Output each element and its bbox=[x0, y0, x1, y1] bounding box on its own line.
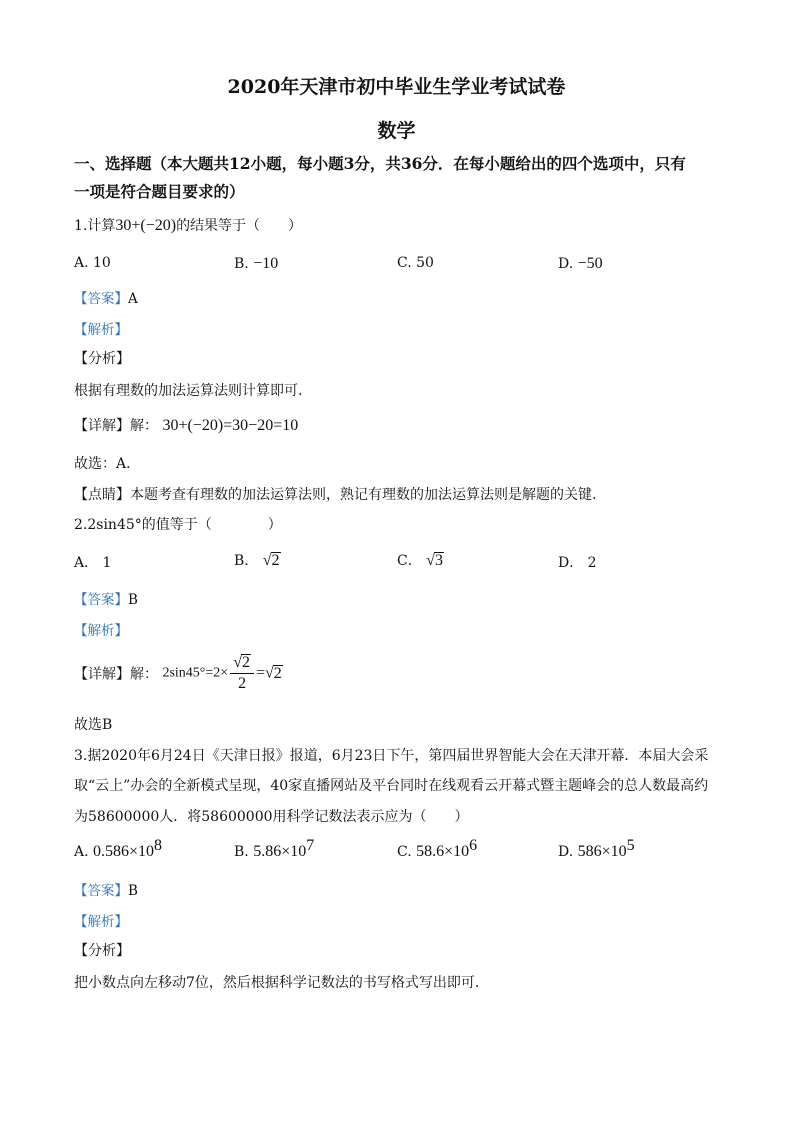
q1-detail: 【详解】解： 30+(−20)=30−20=10 bbox=[74, 417, 299, 434]
q1-detail-expression: 30+(−20)=30−20=10 bbox=[162, 417, 299, 434]
q3-stem-line2: 取“云上”办会的全新模式呈现，40家直播网站及平台同时在线观看云开幕式暨主题峰会的总人数最高约 bbox=[74, 778, 709, 794]
q2-answer: 【答案】B bbox=[74, 592, 138, 608]
q1-answer: 【答案】A bbox=[74, 291, 138, 307]
section-heading-line2: 一项是符合题目要求的） bbox=[74, 182, 245, 201]
q1-stem-prefix: 1.计算 bbox=[74, 218, 116, 234]
q2-stem: 2.2sin45°的值等于（ ） bbox=[74, 517, 282, 533]
q3-option-c: C. $58.6\times 10^6$ bbox=[397, 837, 478, 860]
q2-fraction: $\frac{√2}{2}$ bbox=[230, 653, 254, 694]
q1-option-a: A. 10 bbox=[74, 255, 111, 271]
q3-fenxi-text: 把小数点向左移动7位，然后根据科学记数法的书写格式写出即可. bbox=[74, 975, 480, 991]
subject-title: 数学 bbox=[377, 120, 416, 142]
q1-choose: 故选：A． bbox=[74, 456, 141, 472]
q3-fenxi-label: 【分析】 bbox=[74, 943, 130, 959]
section-heading-line1: 一、选择题（本大题共12小题，每小题3分，共36分．在每小题给出的四个选项中，只有 bbox=[74, 154, 686, 173]
q3-answer: 【答案】B bbox=[74, 883, 138, 899]
q2-option-d: D． 2 bbox=[558, 555, 597, 571]
q1-option-d: D. −50 bbox=[558, 255, 603, 272]
q1-fenxi-label: 【分析】 bbox=[74, 351, 130, 367]
q3-stem-line3: 为58600000人．将58600000用科学记数法表示应为（ ） bbox=[74, 809, 469, 825]
q2-detail: 【详解】解： 2sin45°=2× $\frac{√2}{2}$ =√2 bbox=[74, 654, 282, 692]
q3-stem-line1: 3.据2020年6月24日《天津日报》报道，6月23日下午，第四届世界智能大会在天津开幕．本届大会采 bbox=[74, 748, 709, 764]
q1-dianjing: 【点睛】本题考查有理数的加法运算法则，熟记有理数的加法运算法则是解题的关键. bbox=[74, 487, 597, 503]
q2-option-a: A． 1 bbox=[74, 555, 112, 571]
q1-option-c: C. 50 bbox=[397, 255, 434, 271]
q1-fenxi-text: 根据有理数的加法运算法则计算即可. bbox=[74, 383, 303, 399]
q1-option-b: B. −10 bbox=[234, 255, 279, 272]
q2-option-b: B． √2 bbox=[234, 552, 280, 569]
q2-option-c: C． √3 bbox=[397, 552, 443, 569]
q1-expression: 30+(−20) bbox=[115, 217, 177, 234]
q3-option-a: A. $0.586\times 10^8$ bbox=[74, 837, 163, 860]
q3-option-b: B. $5.86\times 10^7$ bbox=[234, 837, 315, 860]
page-title: 2020年天津市初中毕业生学业考试试卷 bbox=[227, 76, 566, 98]
q1-analysis-label: 【解析】 bbox=[74, 322, 128, 338]
q3-analysis-label: 【解析】 bbox=[74, 914, 128, 930]
q1-stem-suffix: 的结果等于（ ） bbox=[176, 218, 303, 234]
q2-analysis-label: 【解析】 bbox=[74, 623, 128, 639]
q1-stem bbox=[74, 215, 302, 235]
q2-choose: 故选B bbox=[74, 717, 113, 733]
q3-option-d: D. $586\times 10^5$ bbox=[558, 837, 635, 860]
